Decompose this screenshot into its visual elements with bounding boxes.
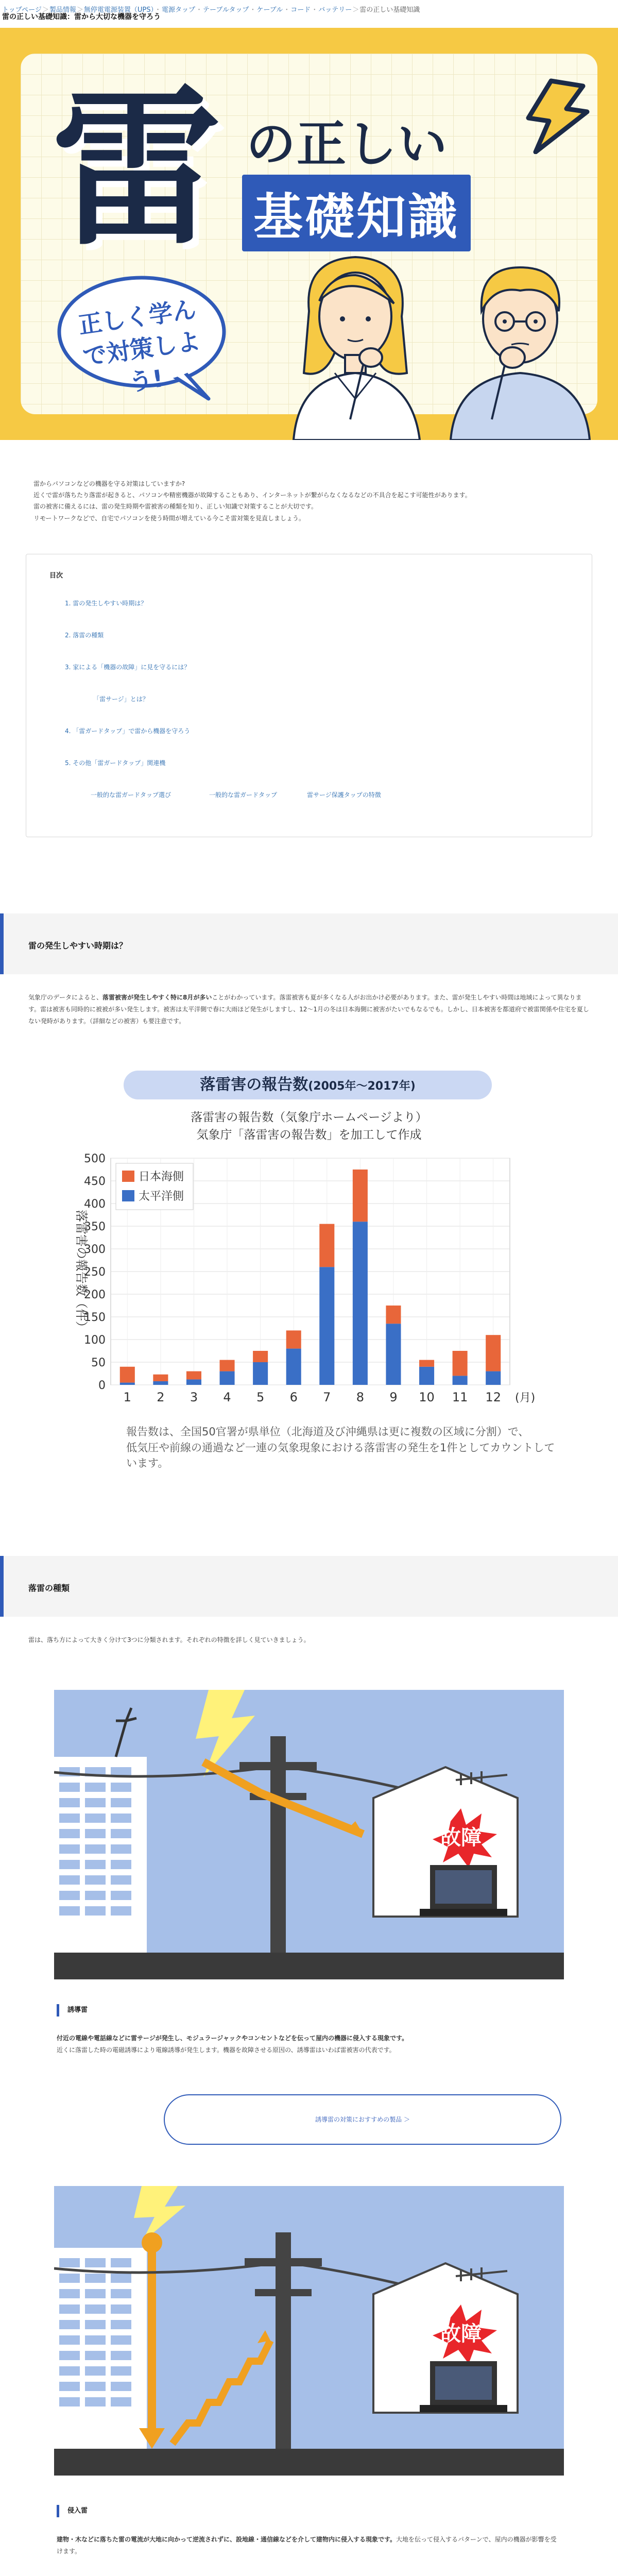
y-tick-label: 250 (84, 1266, 106, 1279)
y-tick-label: 50 (91, 1357, 106, 1369)
y-tick-label: 400 (84, 1198, 106, 1211)
x-tick-label: 10 (419, 1390, 435, 1404)
intro-line: リモートワークなどで、自宅でパソコンを使う時間が増えている今こそ雷対策を見直しましょう。 (33, 514, 305, 522)
toc-link[interactable]: 雷サージ保護タップの特徴 (307, 791, 381, 799)
bar-日本海側 (486, 1335, 501, 1371)
bar-日本海側 (319, 1224, 334, 1267)
type-description (57, 2534, 561, 2557)
toc-link[interactable]: 1. 雷の発生しやすい時期は？ (65, 600, 147, 607)
toc-link[interactable]: 2. 落雷の種類 (65, 632, 104, 639)
intro-line: 雷の被害に備えるには、雷の発生時期や雷被害の種類を知り、正しい知識で対策することが大切です。 (33, 503, 318, 511)
bar-太平洋側 (286, 1349, 301, 1385)
lightning-damage-chart (62, 1060, 556, 1469)
toc-link[interactable]: 3. 家による「機器の故障」に見を守るには？ (65, 664, 191, 671)
bar-太平洋側 (486, 1371, 501, 1385)
damage-label: 故障 (440, 2322, 482, 2346)
bold-text: 建物・木などに落ちた雷の電流が大地に向かって逆流されずに、設地線・通信線などを介して建物内に侵入する現象です。 (57, 2536, 397, 2543)
bar-日本海側 (286, 1330, 301, 1348)
legend-swatch (122, 1171, 134, 1182)
chart-note: 低気圧や前線の通過など一連の気象現象における落雷害の発生を1件としてカウントしています。 (126, 1442, 555, 1469)
bar-太平洋側 (453, 1376, 468, 1385)
bar-太平洋側 (153, 1381, 168, 1385)
y-tick-label: 350 (84, 1221, 106, 1233)
breadcrumb-link[interactable]: 無停電電源装置（UPS） (83, 6, 154, 14)
x-tick-label: 2 (157, 1390, 165, 1404)
toc-link[interactable]: 5. その他「雷ガードタップ」関連機 (65, 759, 166, 767)
breadcrumb: トップページ＞製品情報＞無停電電源装置（UPS）・電源タップ・テーブルタップ・ケーブル・コード・バッテリー＞雷の正しい基礎知識 (2, 6, 420, 14)
damage-label: 故障 (440, 1826, 482, 1850)
bar-日本海側 (220, 1360, 235, 1371)
bar-日本海側 (153, 1375, 168, 1381)
x-axis-suffix: (月) (515, 1392, 536, 1404)
bar-太平洋側 (220, 1371, 235, 1385)
section-title: 雷の発生しやすい時期は？ (28, 941, 128, 951)
induced-lightning-illustration (54, 1690, 564, 1979)
toc-link[interactable]: 4. 「雷ガードタップ」で雷から機器を守ろう (65, 727, 191, 735)
section-title: 落雷の種類 (28, 1583, 70, 1593)
x-tick-label: 6 (289, 1390, 298, 1404)
type-description (57, 2032, 561, 2056)
y-tick-label: 500 (84, 1153, 106, 1165)
y-tick-label: 0 (98, 1379, 106, 1392)
x-tick-label: 7 (323, 1390, 331, 1404)
x-tick-label: 1 (123, 1390, 131, 1404)
table-of-contents (26, 554, 592, 837)
text-span: 近くに落雷した時の電磁誘導により電線誘導が発生します。機器を故障させる原因の、誘導雷はいわば雷被害の代表です。 (57, 2046, 396, 2054)
bar-日本海側 (353, 1170, 368, 1222)
bar-太平洋側 (120, 1383, 135, 1385)
bar-日本海側 (253, 1351, 268, 1362)
text-span: ことがわかっています。落雷被害も夏が多くなる人がお出かけ必要があります。また、雷が発生しやすい時間は地域によって異なります。雷は被害も同時的に被被が多い発生します。被害は太平洋側で春に大雨ほど発生がしますし、12～1月の冬は日本海側に被害がたいでもなるでも。しかし、日本被害を都道府で被雷関係や住宅を夏しない発時があります。（詳細などの被害）も要注意です。 (28, 994, 589, 1025)
x-tick-label: 3 (190, 1390, 198, 1404)
chart-title-years: (2005年～2017年) (308, 1080, 416, 1093)
page-title: 雷の正しい基礎知識：雷から大切な機器を守ろう (2, 13, 161, 21)
toc-link[interactable]: 一般的な雷ガードタップ (209, 791, 278, 799)
x-tick-label: 5 (256, 1390, 265, 1404)
bar-太平洋側 (419, 1367, 434, 1385)
bold-text: 付近の電線や電話線などに雷サージが発生し、モジュラージャックやコンセントなどを伝って屋内の機器に侵入する現象です。 (57, 2035, 408, 2042)
hero-title-line2: 基礎知識 (242, 175, 471, 251)
x-tick-label: 4 (223, 1390, 231, 1404)
hero-kanji: 雷 (52, 71, 221, 268)
breadcrumb-link[interactable]: 製品情報 (49, 6, 76, 14)
legend-label: 太平洋側 (139, 1190, 184, 1203)
y-tick-label: 150 (84, 1311, 106, 1324)
bar-日本海側 (120, 1367, 135, 1383)
breadcrumb-link[interactable]: バッテリー (318, 6, 352, 14)
section-paragraph (28, 992, 590, 1027)
y-tick-label: 200 (84, 1289, 106, 1301)
induced-lightning-products-button[interactable]: 誘導雷の対策におすすめの製品 ＞ (164, 2094, 561, 2145)
chart-title-text: 落雷害の報告数 (200, 1076, 308, 1094)
y-tick-label: 300 (84, 1243, 106, 1256)
breadcrumb-current: 雷の正しい基礎知識 (359, 6, 420, 14)
toc-title: 目次 (49, 572, 63, 580)
bar-日本海側 (186, 1371, 201, 1380)
text-span: 大地を伝って侵入するパターンで、屋内の機器が影響を受けます。 (57, 2536, 557, 2555)
bar-太平洋側 (319, 1267, 334, 1385)
section-paragraph: 雷は、落ち方によって大きく分けて3つに分類されます。それぞれの特徴を詳しく見ていきましょう。 (28, 1636, 310, 1643)
hero-banner (0, 28, 618, 440)
legend-swatch (122, 1190, 134, 1201)
bar-太平洋側 (253, 1362, 268, 1385)
chart-subtitle: 気象庁「落雷害の報告数」を加工して作成 (196, 1128, 422, 1142)
bar-日本海側 (386, 1306, 401, 1324)
breadcrumb-link[interactable]: トップページ (2, 6, 42, 14)
hero-title-line1: の正しい (246, 115, 448, 173)
x-tick-label: 9 (389, 1390, 398, 1404)
intro-line: 近くで雷が落ちたり落雷が起きると、パソコンや精密機器が故障することもあり、インターネットが繋がらなくなるなどの不具合を起こす可能性があります。 (33, 492, 471, 499)
y-axis-label: 落雷害の報告数（件） (74, 1210, 89, 1333)
breadcrumb-link[interactable]: 電源タップ (162, 6, 196, 14)
x-tick-label: 8 (356, 1390, 365, 1404)
man-thinking-illustration (435, 255, 605, 440)
y-tick-label: 100 (84, 1334, 106, 1347)
section-heading (0, 1556, 618, 1617)
section-heading (0, 913, 618, 974)
bar-日本海側 (419, 1360, 434, 1367)
bar-chart (62, 1148, 556, 1436)
lightning-bolt-icon (515, 77, 592, 154)
chart-subtitle: 落雷害の報告数（気象庁ホームページより） (191, 1111, 427, 1124)
sub-heading: 侵入雷 (57, 2505, 88, 2517)
breadcrumb-link[interactable]: コード (290, 6, 311, 14)
intro-text (33, 478, 585, 524)
bold-text: 落雷被害が発生しやすく特に8月が多い (102, 994, 212, 1001)
chart-title (124, 1071, 492, 1099)
bar-太平洋側 (353, 1222, 368, 1385)
toc-link[interactable]: 一般的な雷ガードタップ選び (91, 791, 171, 799)
woman-thinking-illustration (273, 249, 438, 440)
breadcrumb-link[interactable]: テーブルタップ (203, 6, 249, 14)
bar-太平洋側 (386, 1324, 401, 1385)
bar-太平洋側 (186, 1379, 201, 1385)
hero-bubble-text: 正しく学んで対策しよう! (76, 295, 202, 397)
chart-note: 報告数は、全国50官署が県単位（北海道及び沖縄県は更に複数の区域に分割）で、 (126, 1426, 529, 1438)
legend-label: 日本海側 (139, 1171, 184, 1183)
penetrating-lightning-illustration (54, 2186, 564, 2476)
y-tick-label: 450 (84, 1175, 106, 1188)
text-span: 気象庁のデータによると、 (28, 994, 103, 1001)
intro-line: 雷からパソコンなどの機器を守る対策はしていますか? (33, 480, 185, 487)
breadcrumb-link[interactable]: ケーブル (256, 6, 283, 14)
sub-heading: 誘導雷 (57, 2004, 88, 2016)
x-tick-label: 11 (452, 1390, 468, 1404)
x-tick-label: 12 (485, 1390, 501, 1404)
toc-link[interactable]: 「雷サージ」とは？ (93, 696, 149, 703)
bar-日本海側 (453, 1351, 468, 1376)
